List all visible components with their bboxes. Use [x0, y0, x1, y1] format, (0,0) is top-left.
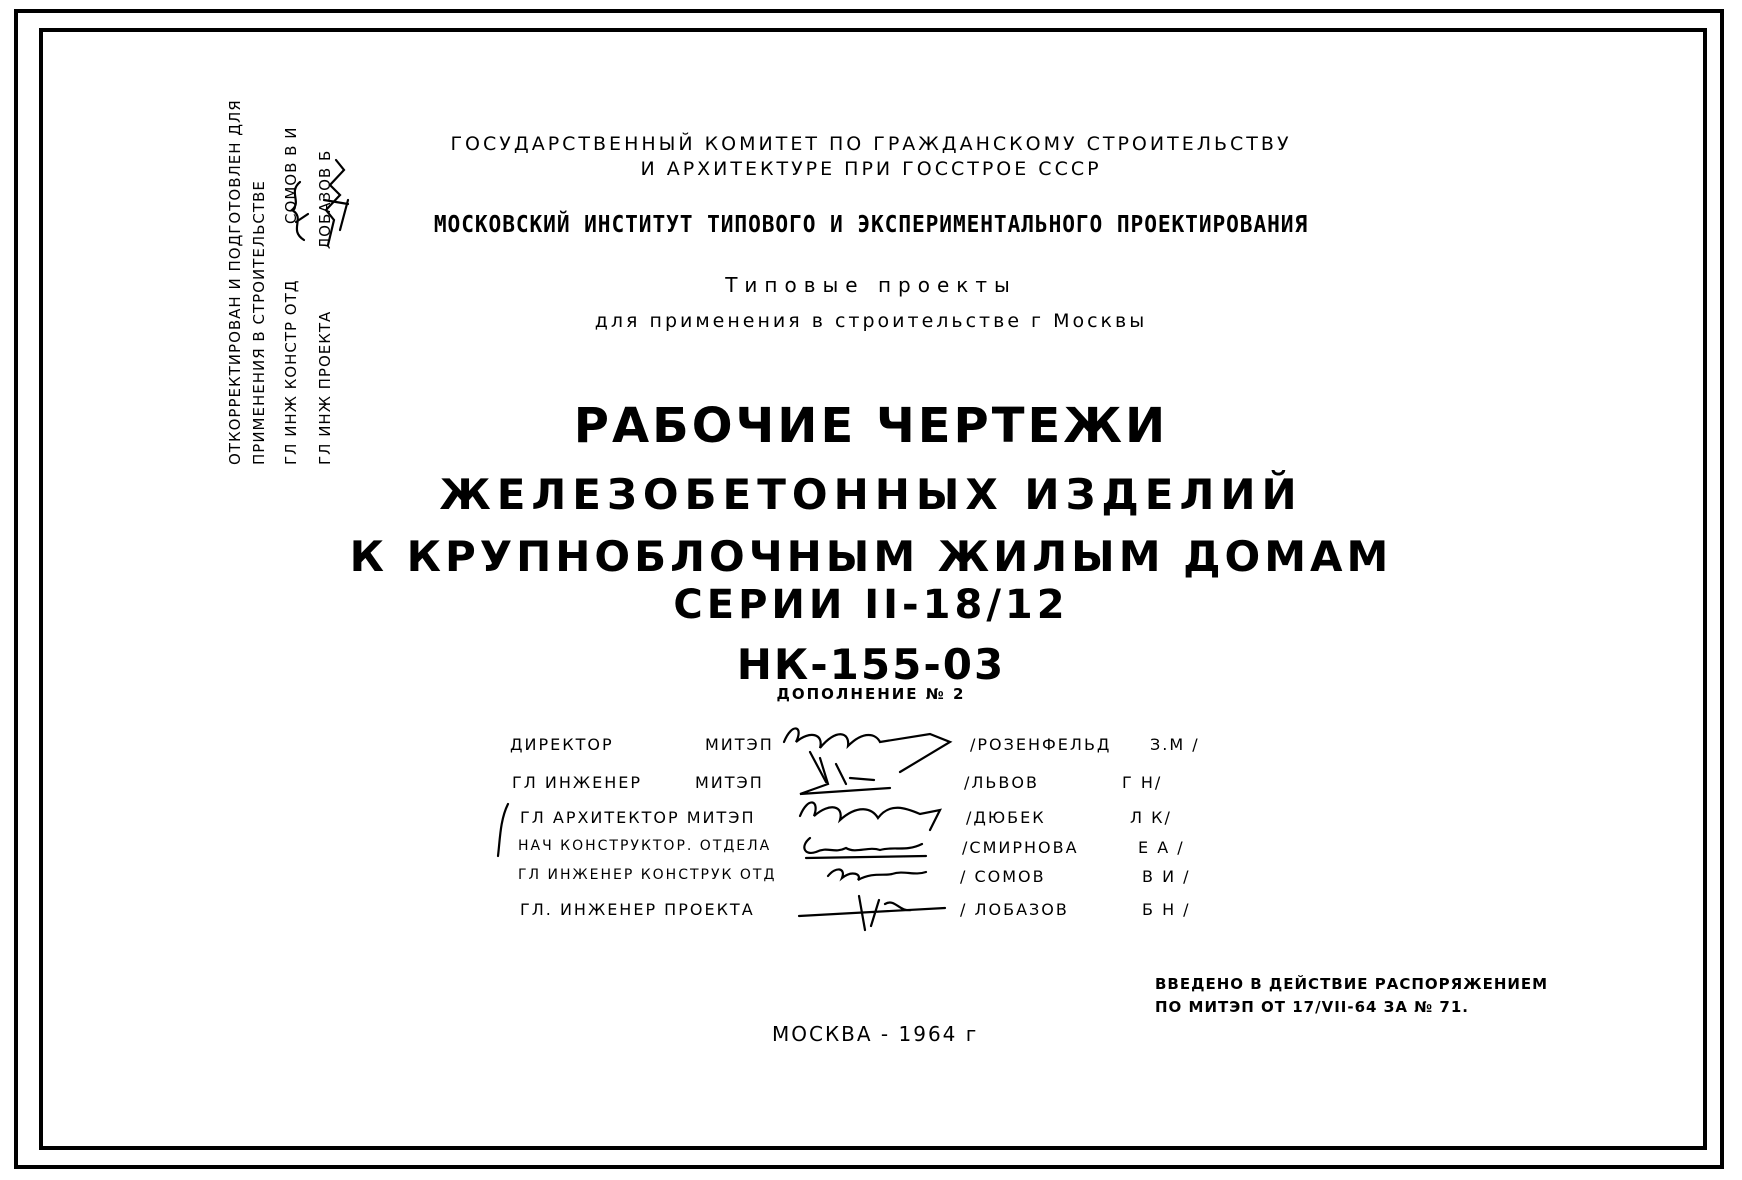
- institute-name: МОСКОВСКИЙ ИНСТИТУТ ТИПОВОГО И ЭКСПЕРИМЕНТАЛЬНОГО ПРОЕКТИРОВАНИЯ: [433, 212, 1309, 238]
- title-line1: РАБОЧИЕ ЧЕРТЕЖИ: [573, 398, 1169, 454]
- signature-lobazov: [795, 890, 955, 940]
- signature-name: / ЛОБАЗОВ: [960, 900, 1069, 919]
- side-signature-somov: [282, 170, 312, 250]
- signature-name: /СМИРНОВА: [962, 838, 1079, 857]
- signature-position: НАЧ КОНСТРУКТОР. ОТДЕЛА: [518, 838, 772, 854]
- side-note-line1: ОТКОРРЕКТИРОВАН И ПОДГОТОВЛЕН ДЛЯ: [226, 99, 244, 465]
- side-note-line4-name: ЛОБАЗОВ Б: [316, 149, 334, 250]
- side-note-line3-label: ГЛ ИНЖ КОНСТР ОТД: [282, 279, 300, 465]
- signature-name: /ЛЬВОВ: [964, 773, 1039, 792]
- signature-initials: В И /: [1142, 867, 1191, 886]
- signature-name: /РОЗЕНФЕЛЬД: [970, 735, 1112, 754]
- side-note-line3-name: СОМОВ В И: [282, 126, 300, 224]
- signature-initials: Е А /: [1138, 838, 1185, 857]
- signature-somov: [822, 862, 932, 888]
- document-code: НК-155-03: [736, 640, 1006, 689]
- signature-position: ГЛ АРХИТЕКТОР МИТЭП: [520, 808, 756, 827]
- signature-position: ГЛ ИНЖЕНЕР: [512, 773, 643, 792]
- title-line3: К КРУПНОБЛОЧНЫМ ЖИЛЫМ ДОМАМ: [349, 532, 1393, 581]
- signature-initials: Г Н/: [1122, 773, 1163, 792]
- signature-org: МИТЭП: [705, 735, 774, 754]
- signature-position: ГЛ ИНЖЕНЕР КОНСТРУК ОТД: [518, 867, 777, 883]
- signature-position: ГЛ. ИНЖЕНЕР ПРОЕКТА: [520, 900, 755, 919]
- city-year: МОСКВА - 1964 г: [772, 1022, 979, 1046]
- signature-name: / СОМОВ: [960, 867, 1046, 886]
- signature-name: /ДЮБЕК: [966, 808, 1046, 827]
- signature-initials: Л К/: [1130, 808, 1172, 827]
- bracket-mark: [494, 800, 514, 860]
- signature-initials: З.М /: [1150, 735, 1200, 754]
- signature-initials: Б Н /: [1142, 900, 1191, 919]
- decree-line2: ПО МИТЭП ОТ 17/VII-64 ЗА № 71.: [1155, 998, 1470, 1016]
- typical-projects-line2: для применения в строительстве г Москвы: [594, 310, 1148, 332]
- signature-smirnova: [796, 828, 936, 862]
- side-note-line4-label: ГЛ ИНЖ ПРОЕКТА: [316, 310, 334, 465]
- org-line2: И АРХИТЕКТУРЕ ПРИ ГОССТРОЕ СССР: [640, 158, 1102, 180]
- typical-projects-line1: Типовые проекты: [725, 273, 1017, 297]
- side-note-line2: ПРИМЕНЕНИЯ В СТРОИТЕЛЬСТВЕ: [250, 180, 268, 465]
- signature-position: ДИРЕКТОР: [510, 735, 614, 754]
- decree-line1: ВВЕДЕНО В ДЕЙСТВИЕ РАСПОРЯЖЕНИЕМ: [1155, 975, 1549, 993]
- org-line1: ГОСУДАРСТВЕННЫЙ КОМИТЕТ ПО ГРАЖДАНСКОМУ СТРОИТЕЛЬСТВУ: [450, 133, 1292, 155]
- signature-org: МИТЭП: [695, 773, 764, 792]
- title-line2: ЖЕЛЕЗОБЕТОННЫХ ИЗДЕЛИЙ: [439, 470, 1303, 519]
- supplement-label: ДОПОЛНЕНИЕ № 2: [776, 685, 966, 703]
- series-label: СЕРИИ II-18/12: [673, 582, 1069, 628]
